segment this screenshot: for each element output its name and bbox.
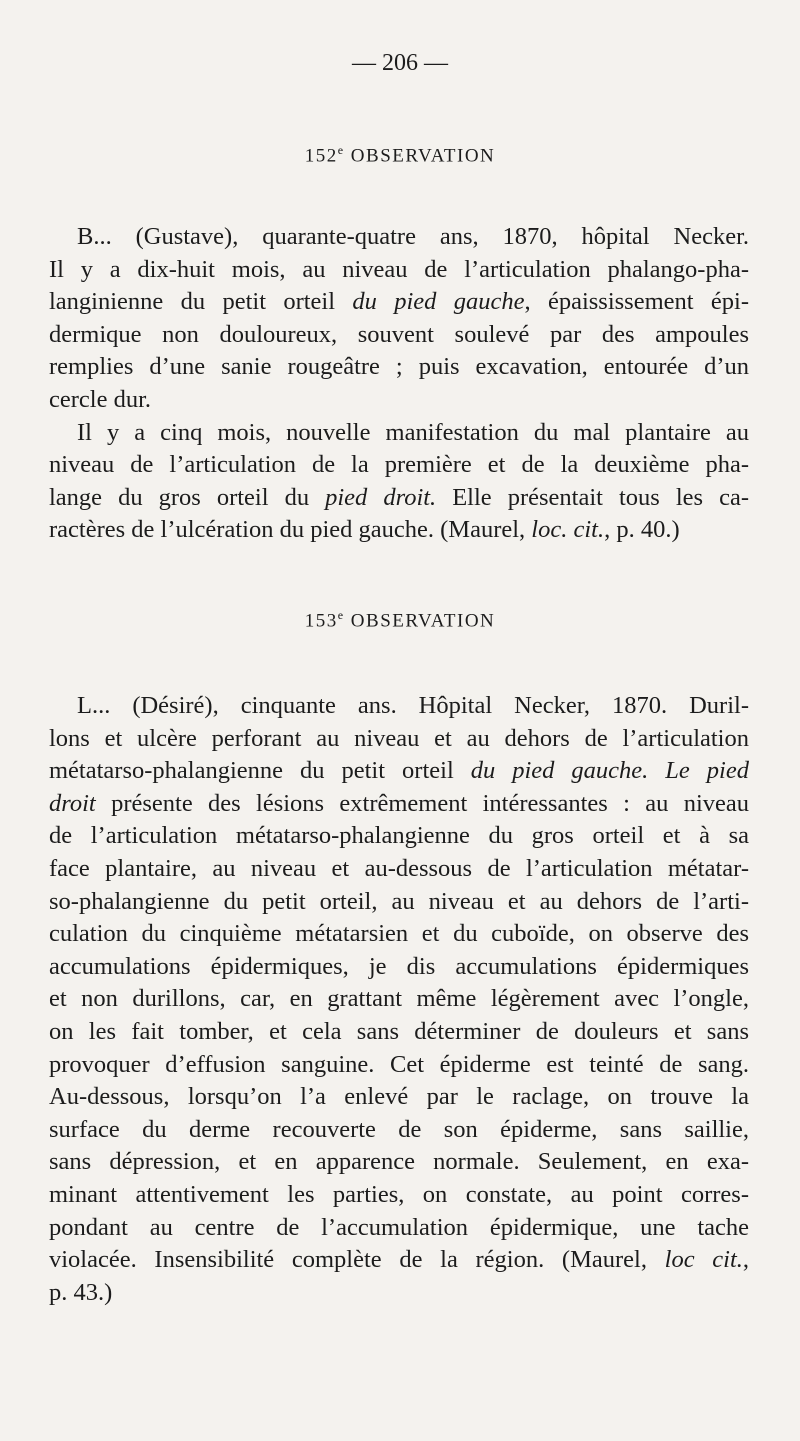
- text-line: [49, 221, 749, 254]
- text-segment: cercle dur.: [49, 385, 152, 413]
- text-line: [49, 351, 749, 384]
- text-line: [49, 1277, 749, 1310]
- text-segment: de l’articulation métatarso-phalangienne du gros orteil et à sa: [49, 822, 749, 850]
- text-line: [49, 286, 749, 319]
- text-segment: violacée. Insensibilité complète de la région. (Maurel,: [49, 1246, 665, 1274]
- paragraph: [49, 690, 749, 1309]
- italic-text: du pied gauche: [352, 288, 525, 316]
- text-line: [49, 820, 749, 853]
- text-line: [49, 482, 749, 515]
- text-line: [49, 417, 749, 450]
- observation-number: 152: [304, 145, 338, 167]
- observation-number: 153: [304, 610, 338, 632]
- ordinal-suffix: e: [337, 143, 345, 157]
- ordinal-suffix: e: [337, 608, 345, 622]
- text-segment: métatarso-phalangienne du petit orteil: [49, 757, 471, 785]
- text-line: [49, 788, 749, 821]
- text-segment: Au-dessous, lorsqu’on l’a enlevé par le raclage, on trouve la: [49, 1083, 749, 1111]
- text-line: [49, 755, 749, 788]
- italic-text: pied droit.: [325, 483, 437, 511]
- text-segment: pondant au centre de l’accumulation épidermique, une tache: [49, 1213, 749, 1241]
- observation-heading: [0, 608, 800, 632]
- text-segment: face plantaire, au niveau et au-dessous de l’articulation métatar-: [49, 854, 749, 882]
- italic-text: loc. cit.: [531, 516, 605, 544]
- text-segment: , p. 40.): [604, 516, 680, 544]
- observation-label: OBSERVATION: [350, 610, 496, 632]
- text-segment: remplies d’une sanie rougeâtre ; puis excavation, entourée d’un: [49, 353, 749, 381]
- text-segment: minant attentivement les parties, on constate, au point corres-: [49, 1180, 749, 1208]
- text-segment: L... (Désiré), cinquante ans. Hôpital Necker, 1870. Duril-: [77, 692, 749, 719]
- text-line: [49, 319, 749, 352]
- text-segment: niveau de l’articulation de la première et de la deuxième pha-: [49, 451, 749, 479]
- paragraph: [49, 221, 749, 417]
- text-line: [49, 384, 749, 417]
- text-segment: Il y a cinq mois, nouvelle manifestation du mal plantaire au: [77, 418, 749, 446]
- text-line: [49, 1212, 749, 1245]
- text-line: [49, 1016, 749, 1049]
- text-segment: culation du cinquième métatarsien et du cuboïde, on observe des: [49, 920, 749, 948]
- text-line: [49, 1244, 749, 1277]
- text-line: [49, 1114, 749, 1147]
- text-segment: provoquer d’effusion sanguine. Cet épiderme est teinté de sang.: [49, 1050, 749, 1078]
- text-segment: sans dépression, et en apparence normale. Seulement, en exa-: [49, 1148, 749, 1176]
- text-segment: présente des lésions extrêmement intéressantes : au niveau: [95, 789, 749, 817]
- page-number: — 206 —: [352, 50, 448, 76]
- observation-body: [49, 221, 749, 547]
- text-line: [49, 1179, 749, 1212]
- text-line: [49, 983, 749, 1016]
- text-line: [49, 1146, 749, 1179]
- text-segment: lange du gros orteil du: [49, 483, 326, 511]
- italic-text: loc cit.: [664, 1246, 743, 1274]
- text-segment: langinienne du petit orteil: [49, 288, 353, 316]
- text-segment: ractères de l’ulcération du pied gauche. (Maurel,: [49, 516, 532, 544]
- text-segment: dermique non douloureux, souvent soulevé par des ampoules: [49, 320, 749, 348]
- observation-body: [49, 690, 749, 1309]
- text-line: [49, 254, 749, 287]
- text-line: [49, 514, 749, 547]
- text-segment: ,: [742, 1246, 750, 1274]
- text-line: [49, 1081, 749, 1114]
- text-segment: surface du derme recouverte de son épiderme, sans saillie,: [49, 1115, 749, 1143]
- text-segment: so-phalangienne du petit orteil, au niveau et au dehors de l’arti-: [49, 887, 749, 915]
- text-line: [49, 918, 749, 951]
- italic-text: droit: [49, 789, 96, 817]
- text-segment: Elle présentait tous les ca-: [436, 483, 749, 511]
- text-segment: B... (Gustave), quarante-quatre ans, 1870, hôpital Necker.: [77, 223, 749, 250]
- text-line: [49, 886, 749, 919]
- text-segment: , épaississement épi-: [524, 288, 749, 316]
- text-segment: p. 43.): [49, 1278, 113, 1306]
- text-line: [49, 1049, 749, 1082]
- text-line: [49, 723, 749, 756]
- observation-heading: [0, 143, 800, 167]
- text-segment: Il y a dix-huit mois, au niveau de l’articulation phalango-pha-: [49, 255, 749, 283]
- text-segment: et non durillons, car, en grattant même légèrement avec l’ongle,: [49, 985, 749, 1013]
- text-line: [49, 449, 749, 482]
- italic-text: du pied gauche. Le pied: [470, 757, 749, 785]
- text-segment: on les fait tomber, et cela sans déterminer de douleurs et sans: [49, 1017, 749, 1045]
- paragraph: [49, 417, 749, 547]
- text-segment: accumulations épidermiques, je dis accumulations épidermiques: [49, 952, 749, 980]
- text-line: [49, 690, 749, 723]
- text-line: [49, 951, 749, 984]
- text-line: [49, 853, 749, 886]
- text-segment: lons et ulcère perforant au niveau et au dehors de l’articulation: [49, 724, 749, 752]
- observation-label: OBSERVATION: [350, 145, 496, 167]
